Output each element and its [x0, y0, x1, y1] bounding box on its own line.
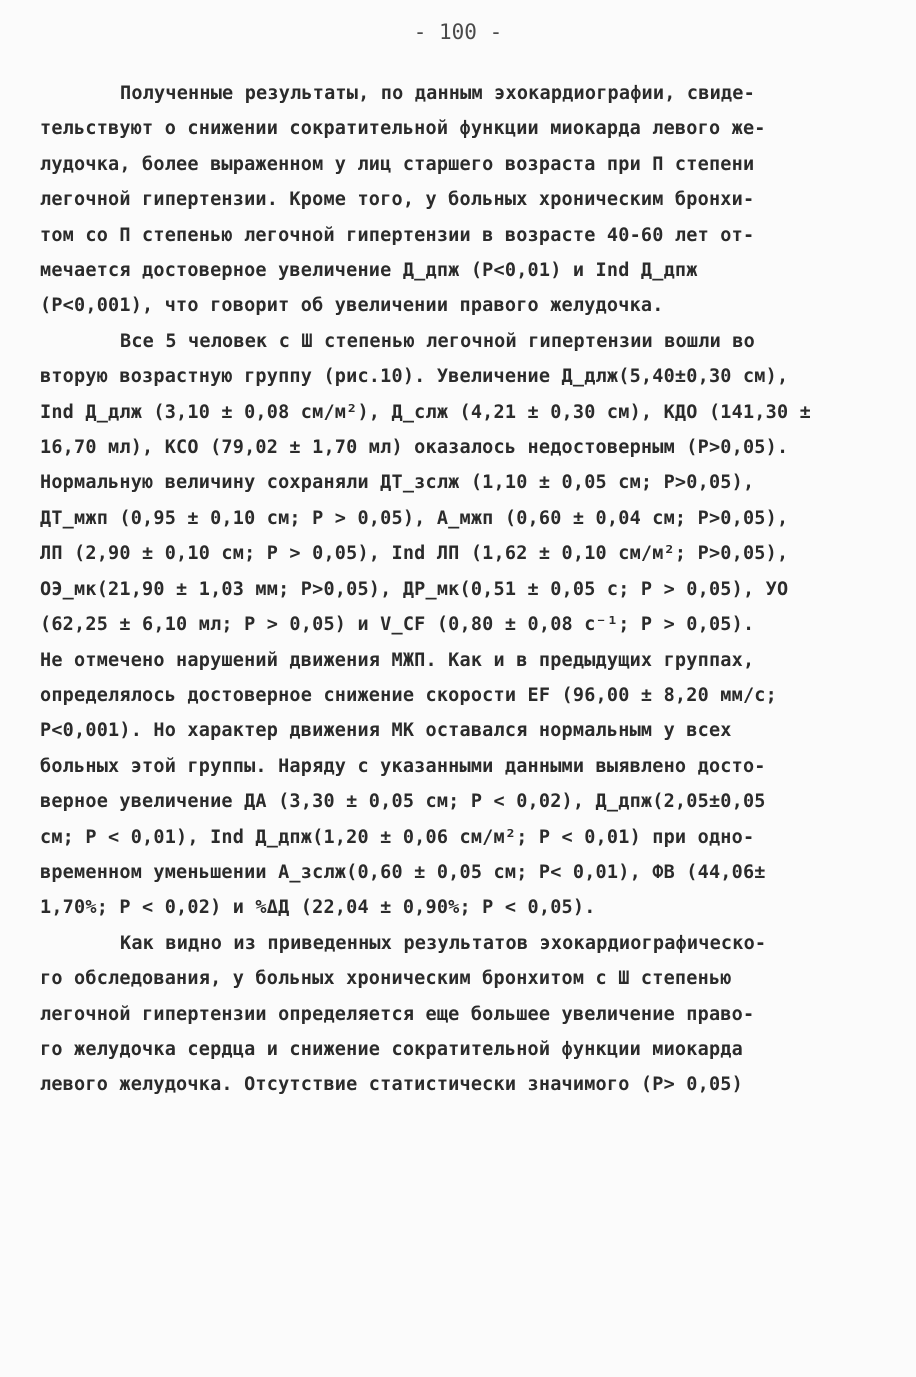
text-line: Не отмечено нарушений движения МЖП. Как и в предыдущих группах,: [40, 649, 755, 671]
text-line: см; P < 0,01), Ind Д_дпж(1,20 ± 0,06 см/м²; P < 0,01) при одно-: [40, 826, 755, 848]
text-line: го обследования, у больных хроническим бронхитом с Ш степенью: [40, 968, 732, 990]
text-line: тельствуют о снижении сократительной функции миокарда левого же-: [40, 118, 766, 140]
text-line: Нормальную величину сохраняли ДТ_зслж (1,10 ± 0,05 см; P>0,05),: [40, 472, 755, 494]
text-line: P<0,001). Но характер движения МК оставался нормальным у всех: [40, 720, 732, 742]
paragraph-2: [40, 324, 866, 926]
text-line: вторую возрастную группу (рис.10). Увеличение Д_длж(5,40±0,30 см),: [40, 366, 789, 388]
text-line: Полученные результаты, по данным эхокардиографии, свиде-: [120, 83, 755, 104]
text-line: легочной гипертензии определяется еще большее увеличение право-: [40, 1003, 755, 1025]
text-line: том со П степенью легочной гипертензии в возрасте 40-60 лет от-: [40, 224, 755, 246]
text-line: го желудочка сердца и снижение сократительной функции миокарда: [40, 1038, 743, 1060]
text-line: больных этой группы. Наряду с указанными данными выявлено досто-: [40, 755, 766, 777]
text-line: Ind Д_длж (3,10 ± 0,08 см/м²), Д_слж (4,21 ± 0,30 см), КДО (141,30 ±: [40, 401, 811, 423]
text-line: ЛП (2,90 ± 0,10 см; P > 0,05), Ind ЛП (1,62 ± 0,10 см/м²; P>0,05),: [40, 543, 789, 565]
text-line: 1,70%; P < 0,02) и %ΔД (22,04 ± 0,90%; P < 0,05).: [40, 897, 596, 919]
paragraph-3: [40, 926, 866, 1103]
paragraph-1: [40, 76, 866, 324]
page-number: - 100 -: [413, 20, 503, 44]
text-line: левого желудочка. Отсутствие статистически значимого (P> 0,05): [40, 1074, 743, 1096]
text-line: ДТ_мжп (0,95 ± 0,10 см; P > 0,05), А_мжп (0,60 ± 0,04 см; P>0,05),: [40, 507, 789, 529]
text-line: лудочка, более выраженном у лиц старшего возраста при П степени: [40, 153, 755, 175]
text-line: Как видно из приведенных результатов эхокардиографическо-: [120, 932, 767, 954]
text-line: определялось достоверное снижение скорости EF (96,00 ± 8,20 мм/с;: [40, 684, 777, 706]
body-text: [40, 76, 866, 1103]
text-line: (62,25 ± 6,10 мл; P > 0,05) и V_CF (0,80 ± 0,08 с⁻¹; P > 0,05).: [40, 614, 755, 636]
text-line: 16,70 мл), КСО (79,02 ± 1,70 мл) оказалось недостоверным (P>0,05).: [40, 437, 789, 459]
text-line: ОЭ_мк(21,90 ± 1,03 мм; P>0,05), ДР_мк(0,51 ± 0,05 с; P > 0,05), УО: [40, 578, 789, 600]
text-line: (P<0,001), что говорит об увеличении правого желудочка.: [40, 295, 664, 317]
text-line: легочной гипертензии. Кроме того, у больных хроническим бронхи-: [40, 189, 755, 211]
text-line: верное увеличение ДА (3,30 ± 0,05 см; P < 0,02), Д_дпж(2,05±0,05: [40, 791, 766, 813]
text-line: временном уменьшении А_зслж(0,60 ± 0,05 см; P< 0,01), ФВ (44,06±: [40, 861, 766, 883]
text-line: Все 5 человек с Ш степенью легочной гипертензии вошли во: [120, 330, 755, 352]
text-line: мечается достоверное увеличение Д_дпж (P<0,01) и Ind Д_дпж: [40, 260, 698, 282]
